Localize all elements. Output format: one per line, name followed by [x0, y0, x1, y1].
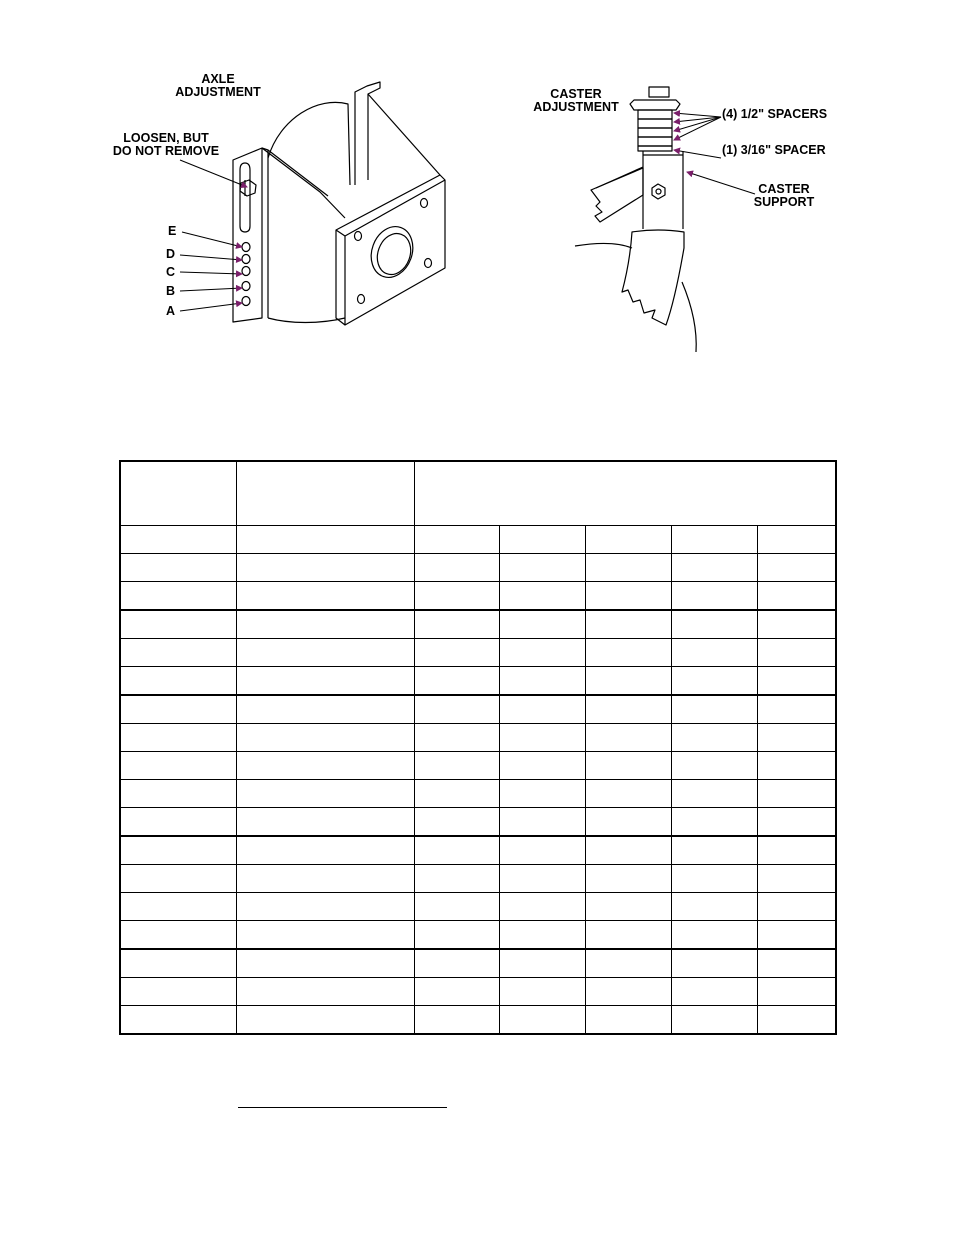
figures-line-art	[0, 0, 954, 440]
table-cell	[414, 582, 499, 611]
settings-table-body	[120, 461, 836, 1034]
table-cell	[757, 582, 836, 611]
hole-label-c: C	[166, 265, 176, 279]
table-cell	[499, 639, 585, 667]
table-cell	[120, 780, 236, 808]
table-cell	[671, 724, 757, 752]
table-cell	[585, 978, 671, 1006]
table-cell	[414, 893, 499, 921]
caster-support-line-2: SUPPORT	[753, 195, 815, 209]
table-cell	[671, 752, 757, 780]
table-cell	[414, 780, 499, 808]
table-cell	[499, 808, 585, 837]
table-cell	[236, 526, 414, 554]
table-cell	[236, 949, 414, 978]
bracket-bottom-edge	[268, 318, 345, 323]
table-cell	[499, 780, 585, 808]
table-cell	[236, 610, 414, 639]
bracket-flange-slope	[368, 94, 440, 175]
table-cell	[120, 1006, 236, 1035]
table-cell	[671, 949, 757, 978]
table-cell	[414, 610, 499, 639]
caster-top-washer	[630, 100, 680, 110]
table-cell	[585, 1006, 671, 1035]
table-cell	[585, 610, 671, 639]
spacer-3	[638, 128, 672, 137]
table-cell	[499, 921, 585, 950]
table-cell	[499, 667, 585, 696]
table-cell	[585, 865, 671, 893]
table-cell	[757, 921, 836, 950]
settings-table	[119, 460, 837, 1035]
spacer-thin	[638, 146, 672, 151]
table-row	[120, 808, 836, 837]
table-cell	[585, 582, 671, 611]
table-cell	[120, 978, 236, 1006]
table-cell	[499, 526, 585, 554]
table-cell	[499, 893, 585, 921]
caster-title-line-1: CASTER	[550, 87, 602, 101]
table-cell	[499, 836, 585, 865]
table-cell	[414, 724, 499, 752]
table-cell	[499, 695, 585, 724]
caster-wheel-arc	[575, 243, 632, 248]
table-cell	[120, 808, 236, 837]
table-cell	[757, 836, 836, 865]
table-cell	[414, 639, 499, 667]
table-cell	[671, 526, 757, 554]
table-cell	[499, 752, 585, 780]
table-row	[120, 780, 836, 808]
table-cell	[757, 610, 836, 639]
table-cell	[236, 808, 414, 837]
axle-hole-e	[242, 243, 250, 252]
face-bolt-hole-2	[421, 199, 428, 208]
table-row	[120, 639, 836, 667]
table-cell	[236, 695, 414, 724]
caster-arm-plate	[591, 168, 643, 222]
caster-fork	[622, 230, 684, 325]
table-cell	[414, 978, 499, 1006]
table-cell	[499, 949, 585, 978]
table-cell	[671, 667, 757, 696]
face-bolt-hole-1	[355, 232, 362, 241]
table-cell	[585, 921, 671, 950]
table-row	[120, 1006, 836, 1035]
table-cell	[757, 1006, 836, 1035]
caster-title-line-2: ADJUSTMENT	[533, 100, 619, 114]
table-row	[120, 752, 836, 780]
table-cell	[757, 752, 836, 780]
spacer-1	[638, 110, 672, 119]
table-cell	[120, 582, 236, 611]
table-cell	[585, 554, 671, 582]
table-cell	[671, 921, 757, 950]
table-cell	[236, 921, 414, 950]
table-row	[120, 978, 836, 1006]
table-cell	[757, 526, 836, 554]
table-cell	[499, 1006, 585, 1035]
table-cell	[757, 949, 836, 978]
axle-leader-lines	[180, 160, 247, 311]
table-cell	[120, 526, 236, 554]
table-cell	[671, 978, 757, 1006]
table-cell	[757, 865, 836, 893]
hole-label-e: E	[168, 224, 177, 238]
table-cell	[499, 978, 585, 1006]
table-cell	[120, 836, 236, 865]
table-cell	[499, 554, 585, 582]
table-cell	[120, 752, 236, 780]
face-bolt-hole-4	[425, 259, 432, 268]
table-cell	[671, 780, 757, 808]
table-cell	[757, 724, 836, 752]
table-cell	[120, 921, 236, 950]
table-cell	[120, 667, 236, 696]
table-cell	[757, 554, 836, 582]
table-cell	[757, 639, 836, 667]
table-cell	[414, 554, 499, 582]
spacer-2	[638, 119, 672, 128]
table-row	[120, 554, 836, 582]
axle-title	[175, 73, 260, 99]
table-cell	[585, 667, 671, 696]
slot-bolt	[240, 180, 256, 196]
table-cell	[236, 639, 414, 667]
hole-label-d: D	[166, 247, 176, 261]
table-cell	[671, 695, 757, 724]
table-cell	[585, 526, 671, 554]
axle-hole-c	[242, 267, 250, 276]
table-cell	[671, 582, 757, 611]
table-cell	[671, 610, 757, 639]
table-cell	[236, 836, 414, 865]
table-cell	[414, 808, 499, 837]
table-cell	[414, 526, 499, 554]
table-cell	[585, 724, 671, 752]
loosen-note-line-1: LOOSEN, BUT	[123, 131, 209, 145]
table-cell	[414, 865, 499, 893]
caster-arm-top	[596, 167, 643, 188]
axle-hole-d	[242, 255, 250, 264]
bracket-back-curve	[268, 102, 350, 185]
table-row	[120, 949, 836, 978]
table-cell	[414, 667, 499, 696]
table-row	[120, 582, 836, 611]
table-cell	[671, 639, 757, 667]
table-cell	[585, 695, 671, 724]
table-cell	[414, 921, 499, 950]
table-cell	[120, 724, 236, 752]
axle-center-hole	[364, 221, 419, 284]
spacers-label: (4) 1/2" SPACERS	[722, 107, 828, 121]
bracket-tall-flange	[355, 82, 380, 185]
table-cell	[585, 949, 671, 978]
table-row	[120, 667, 836, 696]
table-cell	[120, 949, 236, 978]
table-cell	[120, 610, 236, 639]
table-cell	[414, 695, 499, 724]
caster-top-cap	[649, 87, 669, 97]
table-cell	[671, 865, 757, 893]
table-cell	[120, 695, 236, 724]
table-cell	[414, 1006, 499, 1035]
table-cell	[414, 836, 499, 865]
mounting-face-plate	[336, 175, 445, 325]
caster-wheel-arc-right	[682, 282, 696, 352]
table-cell	[236, 1006, 414, 1035]
table-cell	[120, 893, 236, 921]
caster-support-label	[754, 183, 814, 209]
adjustment-slot	[240, 163, 250, 232]
loosen-note-line-2: DO NOT REMOVE	[112, 144, 220, 158]
table-cell	[120, 639, 236, 667]
table-cell	[585, 893, 671, 921]
bracket-side-plate-edge	[262, 148, 268, 318]
table-cell	[120, 554, 236, 582]
table-cell	[236, 893, 414, 921]
table-cell	[757, 978, 836, 1006]
table-cell	[585, 780, 671, 808]
signature-underline	[238, 1107, 447, 1108]
axle-hole-b	[242, 282, 250, 291]
face-bolt-hole-3	[358, 295, 365, 304]
table-cell	[236, 582, 414, 611]
table-row	[120, 865, 836, 893]
table-cell	[236, 865, 414, 893]
table-cell	[757, 893, 836, 921]
table-row	[120, 893, 836, 921]
bracket-top-edge	[262, 148, 345, 218]
table-cell	[414, 752, 499, 780]
table-cell	[671, 1006, 757, 1035]
bracket-side-plate	[233, 148, 262, 322]
table-cell	[499, 582, 585, 611]
table-cell	[120, 865, 236, 893]
table-cell	[236, 667, 414, 696]
axle-title-line-2: ADJUSTMENT	[175, 85, 261, 99]
table-cell	[671, 554, 757, 582]
table-row	[120, 724, 836, 752]
table-row	[120, 610, 836, 639]
table-cell	[757, 780, 836, 808]
table-cell	[236, 724, 414, 752]
caster-tube-nut	[652, 184, 665, 199]
axle-bracket-drawing	[233, 82, 445, 325]
spacer-4	[638, 137, 672, 146]
table-cell	[236, 780, 414, 808]
spacer-label: (1) 3/16" SPACER	[722, 143, 826, 157]
table-cell	[671, 808, 757, 837]
table-row	[120, 526, 836, 554]
table-cell	[757, 695, 836, 724]
table-cell	[585, 836, 671, 865]
caster-drawing	[575, 87, 696, 352]
table-cell	[499, 610, 585, 639]
table-cell	[585, 752, 671, 780]
table-cell	[585, 639, 671, 667]
table-row	[120, 695, 836, 724]
table-cell	[757, 808, 836, 837]
header-cell-2	[236, 461, 414, 526]
table-cell	[499, 724, 585, 752]
axle-title-line-1: AXLE	[201, 72, 235, 86]
table-cell	[236, 978, 414, 1006]
bracket-top-edge-2	[268, 150, 328, 196]
table-row	[120, 921, 836, 950]
table-cell	[585, 808, 671, 837]
loosen-note	[113, 132, 219, 158]
table-cell	[499, 865, 585, 893]
table-cell	[414, 949, 499, 978]
caster-support-line-1: CASTER	[758, 182, 810, 196]
header-cell-1	[120, 461, 236, 526]
header-cell-3	[414, 461, 836, 526]
caster-title	[533, 88, 618, 114]
table-cell	[671, 893, 757, 921]
hole-label-a: A	[166, 304, 176, 318]
table-cell	[757, 667, 836, 696]
table-cell	[236, 752, 414, 780]
caster-support-tube	[643, 151, 683, 229]
table-header-row	[120, 461, 836, 526]
table-cell	[236, 554, 414, 582]
table-cell	[671, 836, 757, 865]
axle-hole-a	[242, 297, 250, 306]
hole-label-b: B	[166, 284, 176, 298]
table-row	[120, 836, 836, 865]
